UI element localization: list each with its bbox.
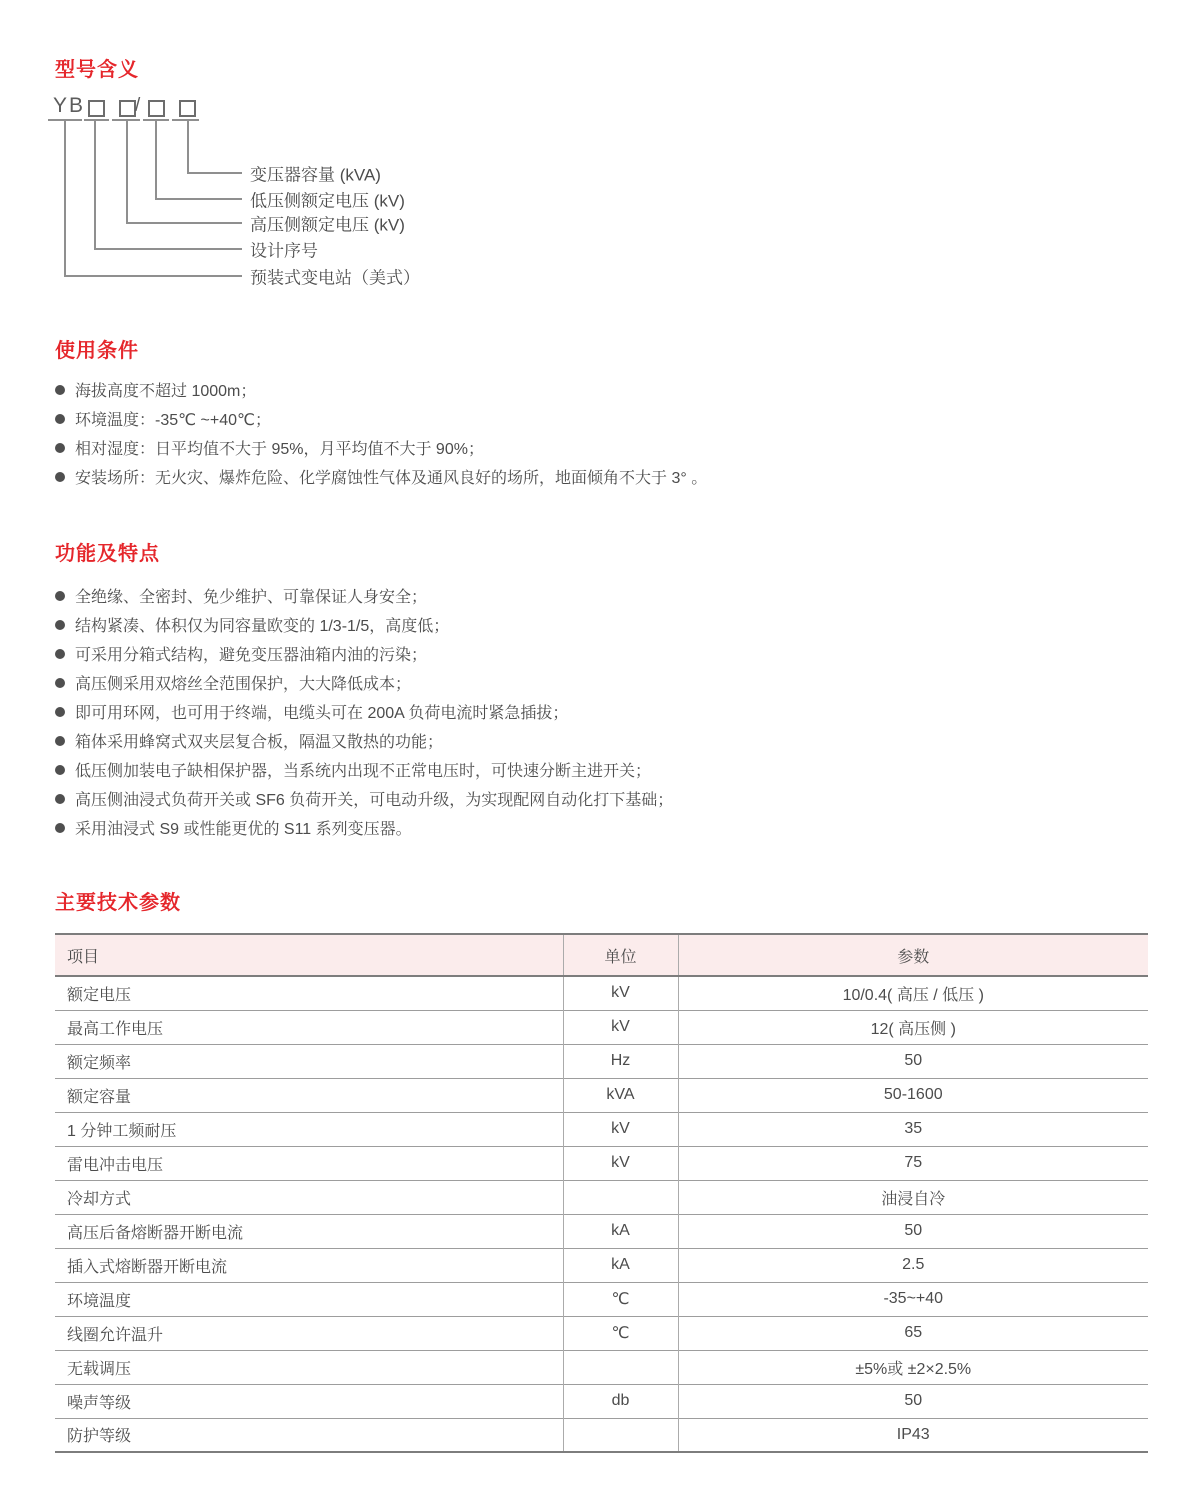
table-row bbox=[55, 1180, 1148, 1214]
table-cell-item: 雷电冲击电压 bbox=[67, 1156, 164, 1174]
table-row bbox=[55, 1384, 1148, 1418]
table-cell-parameter: 50 bbox=[678, 1384, 1148, 1418]
diagram-horizontal-line bbox=[155, 198, 242, 200]
model-placeholder-box bbox=[148, 100, 165, 117]
table-cell-unit: kVA bbox=[563, 1078, 678, 1112]
table-cell-parameter: 50 bbox=[678, 1044, 1148, 1078]
table-cell-item: 无载调压 bbox=[67, 1360, 132, 1378]
table-cell-parameter: ±5%或 ±2×2.5% bbox=[678, 1350, 1148, 1384]
bullet-dot-icon bbox=[55, 707, 65, 717]
table-cell-parameter: 油浸自冷 bbox=[678, 1180, 1148, 1214]
table-cell-parameter: -35~+40 bbox=[678, 1282, 1148, 1316]
model-placeholder-box bbox=[88, 100, 105, 117]
model-prefix: YB bbox=[53, 94, 86, 117]
bullet-dot-icon bbox=[55, 591, 65, 601]
table-cell-unit: kA bbox=[563, 1214, 678, 1248]
model-segment-label: 预装式变电站（美式） bbox=[250, 268, 420, 288]
list-item bbox=[55, 813, 673, 842]
bullet-dot-icon bbox=[55, 620, 65, 630]
table-row bbox=[55, 1112, 1148, 1146]
model-segment-label: 低压侧额定电压 (kV) bbox=[250, 191, 405, 211]
list-item bbox=[55, 697, 673, 726]
table-row bbox=[55, 1248, 1148, 1282]
bullet-dot-icon bbox=[55, 736, 65, 746]
table-row bbox=[55, 976, 1148, 1010]
diagram-vertical-line bbox=[94, 121, 96, 250]
table-cell-item: 额定电压 bbox=[67, 986, 132, 1004]
list-item-text: 高压侧采用双熔丝全范围保护，大大降低成本； bbox=[75, 676, 412, 693]
list-item-text: 全绝缘、全密封、免少维护、可靠保证人身安全； bbox=[75, 589, 428, 606]
diagram-vertical-line bbox=[155, 121, 157, 200]
list-item-text: 低压侧加装电子缺相保护器，当系统内出现不正常电压时，可快速分断主进开关； bbox=[75, 763, 652, 780]
list-item bbox=[55, 581, 673, 610]
bullet-dot-icon bbox=[55, 678, 65, 688]
list-item-text: 采用油浸式 S9 或性能更优的 S11 系列变压器。 bbox=[75, 821, 412, 838]
usage-conditions-list bbox=[55, 375, 707, 491]
table-cell-item: 1 分钟工频耐压 bbox=[67, 1122, 177, 1140]
section-title-usage-conditions: 使用条件 bbox=[55, 340, 139, 362]
list-item bbox=[55, 462, 707, 491]
list-item-text: 相对湿度：日平均值不大于 95%，月平均值不大于 90%； bbox=[75, 441, 484, 458]
section-title-features: 功能及特点 bbox=[55, 543, 160, 565]
diagram-horizontal-line bbox=[64, 275, 242, 277]
bullet-dot-icon bbox=[55, 472, 65, 482]
table-cell-item: 额定频率 bbox=[67, 1054, 132, 1072]
table-cell-item: 额定容量 bbox=[67, 1088, 132, 1106]
bullet-dot-icon bbox=[55, 414, 65, 424]
list-item bbox=[55, 375, 707, 404]
table-cell-parameter: 35 bbox=[678, 1112, 1148, 1146]
list-item-text: 结构紧凑、体积仅为同容量欧变的 1/3-1/5，高度低； bbox=[75, 618, 450, 635]
diagram-underline bbox=[84, 119, 109, 121]
table-row bbox=[55, 1044, 1148, 1078]
list-item bbox=[55, 639, 673, 668]
model-segment-label: 变压器容量 (kVA) bbox=[250, 165, 381, 185]
table-cell-unit bbox=[563, 1180, 678, 1214]
table-cell-unit bbox=[563, 1418, 678, 1452]
table-row bbox=[55, 1078, 1148, 1112]
model-placeholder-box bbox=[179, 100, 196, 117]
table-header-unit: 单位 bbox=[563, 934, 678, 976]
diagram-horizontal-line bbox=[187, 172, 242, 174]
table-cell-unit bbox=[563, 1350, 678, 1384]
list-item bbox=[55, 404, 707, 433]
table-cell-unit: kV bbox=[563, 1112, 678, 1146]
model-segment-label: 高压侧额定电压 (kV) bbox=[250, 215, 405, 235]
bullet-dot-icon bbox=[55, 649, 65, 659]
table-cell-item: 噪声等级 bbox=[67, 1394, 132, 1412]
model-segment-label: 设计序号 bbox=[250, 241, 318, 261]
table-cell-unit: ℃ bbox=[563, 1282, 678, 1316]
table-row bbox=[55, 1350, 1148, 1384]
list-item bbox=[55, 755, 673, 784]
table-row bbox=[55, 1282, 1148, 1316]
table-row bbox=[55, 1010, 1148, 1044]
table-cell-parameter: 75 bbox=[678, 1146, 1148, 1180]
section-title-model-meaning: 型号含义 bbox=[55, 59, 139, 81]
table-cell-item: 防护等级 bbox=[67, 1428, 132, 1446]
table-cell-parameter: 50 bbox=[678, 1214, 1148, 1248]
table-cell-unit: Hz bbox=[563, 1044, 678, 1078]
table-cell-unit: ℃ bbox=[563, 1316, 678, 1350]
table-header-parameter: 参数 bbox=[678, 934, 1148, 976]
list-item bbox=[55, 668, 673, 697]
model-placeholder-box bbox=[119, 100, 136, 117]
bullet-dot-icon bbox=[55, 823, 65, 833]
section-title-parameters: 主要技术参数 bbox=[55, 892, 181, 914]
diagram-horizontal-line bbox=[126, 222, 242, 224]
table-cell-parameter: 50-1600 bbox=[678, 1078, 1148, 1112]
bullet-dot-icon bbox=[55, 385, 65, 395]
list-item bbox=[55, 433, 707, 462]
list-item-text: 可采用分箱式结构，避免变压器油箱内油的污染； bbox=[75, 647, 428, 664]
list-item-text: 环境温度：-35℃ ~+40℃； bbox=[75, 412, 271, 429]
table-cell-unit: kV bbox=[563, 1146, 678, 1180]
table-row bbox=[55, 1418, 1148, 1452]
list-item-text: 高压侧油浸式负荷开关或 SF6 负荷开关，可电动升级，为实现配网自动化打下基础； bbox=[75, 792, 674, 809]
table-cell-parameter: 10/0.4( 高压 / 低压 ) bbox=[678, 976, 1148, 1010]
table-cell-unit: kA bbox=[563, 1248, 678, 1282]
table-cell-item: 高压后备熔断器开断电流 bbox=[67, 1224, 244, 1242]
table-row bbox=[55, 1146, 1148, 1180]
table-cell-parameter: 2.5 bbox=[678, 1248, 1148, 1282]
diagram-underline bbox=[172, 119, 199, 121]
diagram-vertical-line bbox=[187, 121, 189, 174]
list-item bbox=[55, 784, 673, 813]
diagram-vertical-line bbox=[64, 121, 66, 277]
table-cell-unit: db bbox=[563, 1384, 678, 1418]
features-list bbox=[55, 581, 673, 842]
table-row bbox=[55, 1214, 1148, 1248]
table-cell-item: 最高工作电压 bbox=[67, 1020, 164, 1038]
list-item-text: 箱体采用蜂窝式双夹层复合板，隔温又散热的功能； bbox=[75, 734, 444, 751]
table-cell-unit: kV bbox=[563, 976, 678, 1010]
list-item bbox=[55, 610, 673, 639]
list-item-text: 海拔高度不超过 1000m； bbox=[75, 383, 257, 400]
table-cell-item: 冷却方式 bbox=[67, 1190, 132, 1208]
bullet-dot-icon bbox=[55, 794, 65, 804]
list-item-text: 安装场所：无火灾、爆炸危险、化学腐蚀性气体及通风良好的场所，地面倾角不大于 3° 。 bbox=[75, 470, 708, 487]
table-cell-parameter: IP43 bbox=[678, 1418, 1148, 1452]
bullet-dot-icon bbox=[55, 765, 65, 775]
table-header-item: 项目 bbox=[67, 948, 100, 966]
list-item bbox=[55, 726, 673, 755]
table-cell-parameter: 65 bbox=[678, 1316, 1148, 1350]
bullet-dot-icon bbox=[55, 443, 65, 453]
model-slash: / bbox=[135, 95, 141, 116]
diagram-vertical-line bbox=[126, 121, 128, 224]
table-cell-item: 插入式熔断器开断电流 bbox=[67, 1258, 228, 1276]
parameters-table bbox=[55, 933, 1148, 1453]
table-cell-unit: kV bbox=[563, 1010, 678, 1044]
table-cell-item: 环境温度 bbox=[67, 1292, 132, 1310]
table-header-row bbox=[55, 934, 1148, 976]
diagram-horizontal-line bbox=[94, 248, 242, 250]
table-row bbox=[55, 1316, 1148, 1350]
list-item-text: 即可用环网，也可用于终端，电缆头可在 200A 负荷电流时紧急插拔； bbox=[75, 705, 569, 722]
table-cell-item: 线圈允许温升 bbox=[67, 1326, 164, 1344]
table-cell-parameter: 12( 高压侧 ) bbox=[678, 1010, 1148, 1044]
parameters-table-wrap bbox=[55, 933, 1148, 1453]
